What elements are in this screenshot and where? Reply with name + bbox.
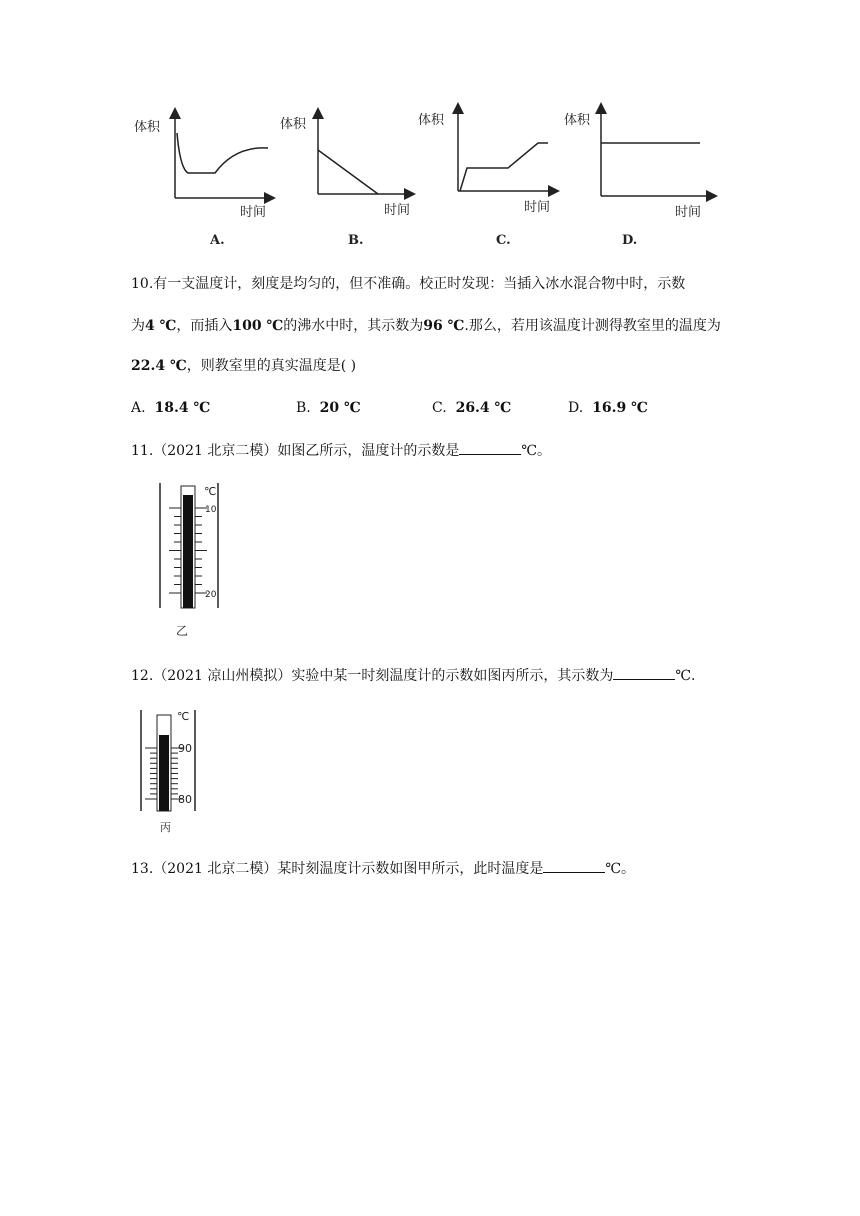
q11-text: 11.（2021 北京二模）如图乙所示，温度计的示数是 ℃。 bbox=[131, 440, 551, 461]
q13-answer-blank[interactable] bbox=[543, 858, 605, 873]
graph-d bbox=[564, 108, 712, 248]
graph-a-curve bbox=[177, 133, 268, 173]
graph-a-option: A. bbox=[210, 233, 225, 248]
graph-c-xlabel: 时间 bbox=[524, 200, 551, 215]
q10-option-a[interactable]: A. 18.4 ℃ bbox=[131, 400, 211, 416]
q10-option-b[interactable]: B. 20 ℃ bbox=[296, 400, 361, 416]
graphs-svg bbox=[120, 98, 740, 258]
graph-b-option: B. bbox=[348, 233, 364, 248]
graph-d-xlabel: 时间 bbox=[675, 205, 702, 220]
thermometer-bing-bottom-label: 80 bbox=[178, 793, 192, 806]
graph-b bbox=[280, 113, 410, 248]
graph-c-ylabel: 体积 bbox=[418, 113, 445, 128]
q10-line1: 10.有一支温度计，刻度是均匀的，但不准确。校正时发现：当插入冰水混合物中时，示数 bbox=[131, 276, 686, 292]
graph-d-ylabel: 体积 bbox=[564, 113, 591, 128]
graph-b-ylabel: 体积 bbox=[280, 117, 307, 132]
q10-line2: 为4 ℃，而插入100 ℃的沸水中时，其示数为96 ℃.那么，若用该温度计测得教室里的温度为 bbox=[131, 318, 721, 334]
q12-answer-blank[interactable] bbox=[613, 665, 675, 680]
graph-d-option: D. bbox=[622, 233, 638, 248]
q10-option-d[interactable]: D. 16.9 ℃ bbox=[568, 400, 648, 416]
thermometer-bing-unit: ℃ bbox=[177, 710, 190, 723]
thermometer-yi-column bbox=[183, 495, 193, 608]
graph-a-xlabel: 时间 bbox=[240, 205, 267, 220]
graph-c bbox=[418, 108, 554, 248]
thermometer-bing bbox=[135, 705, 215, 839]
thermometer-yi-bottom-label: 20 bbox=[205, 590, 217, 600]
graph-c-curve bbox=[460, 143, 548, 191]
thermometer-yi-caption: 乙 bbox=[176, 624, 189, 638]
q12-text: 12.（2021 凉山州模拟）实验中某一时刻温度计的示数如图丙所示，其示数为 ℃. bbox=[131, 665, 695, 686]
volume-time-graphs bbox=[120, 98, 740, 258]
thermometer-yi-svg bbox=[150, 478, 230, 643]
thermometer-bing-column bbox=[159, 735, 169, 811]
q10-option-c[interactable]: C. 26.4 ℃ bbox=[432, 400, 512, 416]
thermometer-bing-svg bbox=[135, 705, 215, 835]
graph-b-xlabel: 时间 bbox=[384, 203, 411, 218]
q11-answer-blank[interactable] bbox=[459, 440, 521, 455]
graph-a bbox=[134, 113, 270, 248]
graph-a-ylabel: 体积 bbox=[134, 120, 161, 135]
thermometer-yi-top-label: 10 bbox=[205, 505, 217, 515]
q13-text: 13.（2021 北京二模）某时刻温度计示数如图甲所示，此时温度是 ℃。 bbox=[131, 858, 635, 879]
graph-b-curve bbox=[318, 150, 378, 194]
thermometer-yi bbox=[150, 478, 230, 647]
graph-c-option: C. bbox=[496, 233, 511, 248]
thermometer-yi-unit: ℃ bbox=[204, 485, 217, 498]
thermometer-bing-caption: 丙 bbox=[160, 821, 171, 834]
thermometer-bing-top-label: 90 bbox=[178, 742, 192, 755]
q10-line3: 22.4 ℃，则教室里的真实温度是( ) bbox=[131, 358, 357, 374]
